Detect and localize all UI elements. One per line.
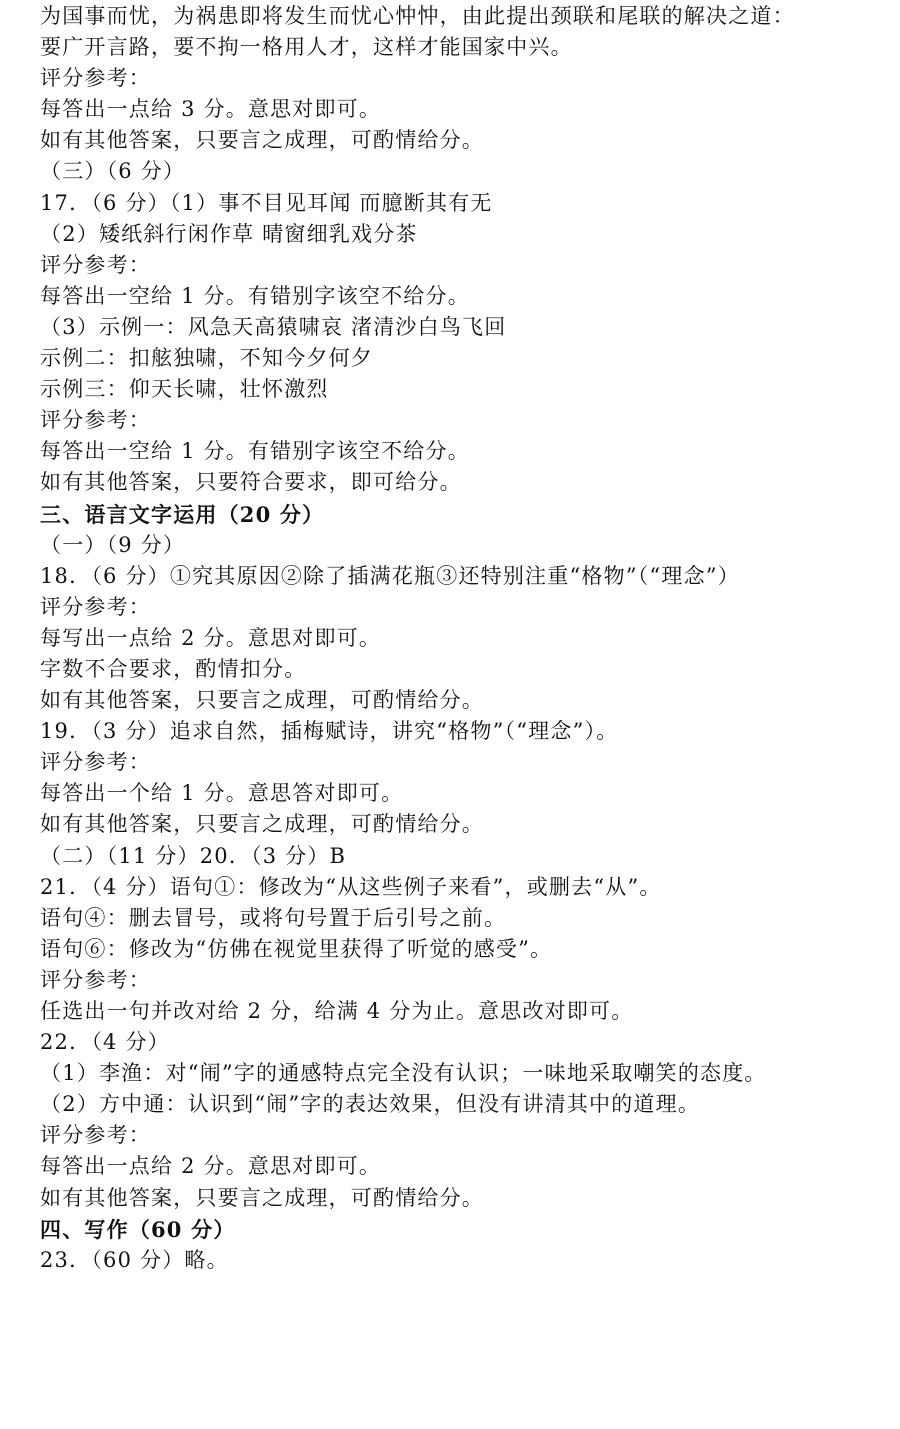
text-line: 如有其他答案，只要言之成理，可酌情给分。 <box>40 812 484 837</box>
text-line: 每答出一空给 1 分。有错别字该空不给分。 <box>40 283 470 308</box>
text-line: 语句④：删去冒号，或将句号置于后引号之前。 <box>40 905 507 930</box>
text-line: 23．（60 分）略。 <box>40 1247 229 1272</box>
text-line: （1）李渔：对“闹”字的通感特点完全没有认识；一味地采取嘲笑的态度。 <box>40 1061 767 1086</box>
text-line: （一）（9 分） <box>40 532 186 557</box>
text-line: （2）方中通：认识到“闹”字的表达效果，但没有讲清其中的道理。 <box>40 1092 701 1117</box>
text-line: （3）示例一：风急天高猿啸哀 渚清沙白鸟飞回 <box>40 314 507 339</box>
text-line: 每答出一点给 3 分。意思对即可。 <box>40 97 382 122</box>
section-heading: 三、语言文字运用（20 分） <box>40 501 325 527</box>
text-line: 17．（6 分）（1）事不目见耳闻 而臆断其有无 <box>40 190 493 215</box>
text-line: 如有其他答案，只要言之成理，可酌情给分。 <box>40 1185 484 1210</box>
text-line: 评分参考： <box>40 66 151 91</box>
text-line: 评分参考： <box>40 252 151 277</box>
text-line: 如有其他答案，只要言之成理，可酌情给分。 <box>40 688 484 713</box>
text-line: （2）矮纸斜行闲作草 晴窗细乳戏分茶 <box>40 221 418 246</box>
text-line: 评分参考： <box>40 594 151 619</box>
text-line: 示例二：扣舷独啸，不知今夕何夕 <box>40 346 373 371</box>
section-heading: 四、写作（60 分） <box>40 1216 236 1242</box>
text-line: 字数不合要求，酌情扣分。 <box>40 656 307 681</box>
text-line: （二）（11 分）20．（3 分）B <box>40 843 347 868</box>
text-line: 要广开言路，要不拘一格用人才，这样才能国家中兴。 <box>40 35 573 60</box>
text-line: 如有其他答案，只要言之成理，可酌情给分。 <box>40 128 484 153</box>
text-line: 19．（3 分）追求自然，插梅赋诗，讲究“格物”（“理念”）。 <box>40 719 619 744</box>
text-line: 任选出一句并改对给 2 分，给满 4 分为止。意思改对即可。 <box>40 999 634 1023</box>
text-line: 每写出一点给 2 分。意思对即可。 <box>40 625 382 650</box>
text-line: 每答出一空给 1 分。有错别字该空不给分。 <box>40 439 470 464</box>
text-line: 为国事而忧，为祸患即将发生而忧心忡忡，由此提出颈联和尾联的解决之道： <box>40 4 795 28</box>
text-line: 每答出一点给 2 分。意思对即可。 <box>40 1154 382 1179</box>
text-line: 评分参考： <box>40 967 151 992</box>
text-line: 每答出一个给 1 分。意思答对即可。 <box>40 781 404 806</box>
text-line: 如有其他答案，只要符合要求，即可给分。 <box>40 470 462 495</box>
text-line: 21．（4 分）语句①：修改为“从这些例子来看”，或删去“从”。 <box>40 874 662 899</box>
text-line: 评分参考： <box>40 1123 151 1148</box>
text-line: （三）（6 分） <box>40 159 186 184</box>
text-line: 22．（4 分） <box>40 1030 170 1055</box>
text-line: 语句⑥：修改为“仿佛在视觉里获得了听觉的感受”。 <box>40 936 553 961</box>
text-line: 18．（6 分）①究其原因②除了插满花瓶③还特别注重“格物”（“理念”） <box>40 563 740 588</box>
text-line: 示例三：仰天长啸，壮怀激烈 <box>40 377 329 402</box>
text-line: 评分参考： <box>40 750 151 775</box>
answer-key-text <box>40 1 890 1276</box>
text-line: 评分参考： <box>40 408 151 433</box>
